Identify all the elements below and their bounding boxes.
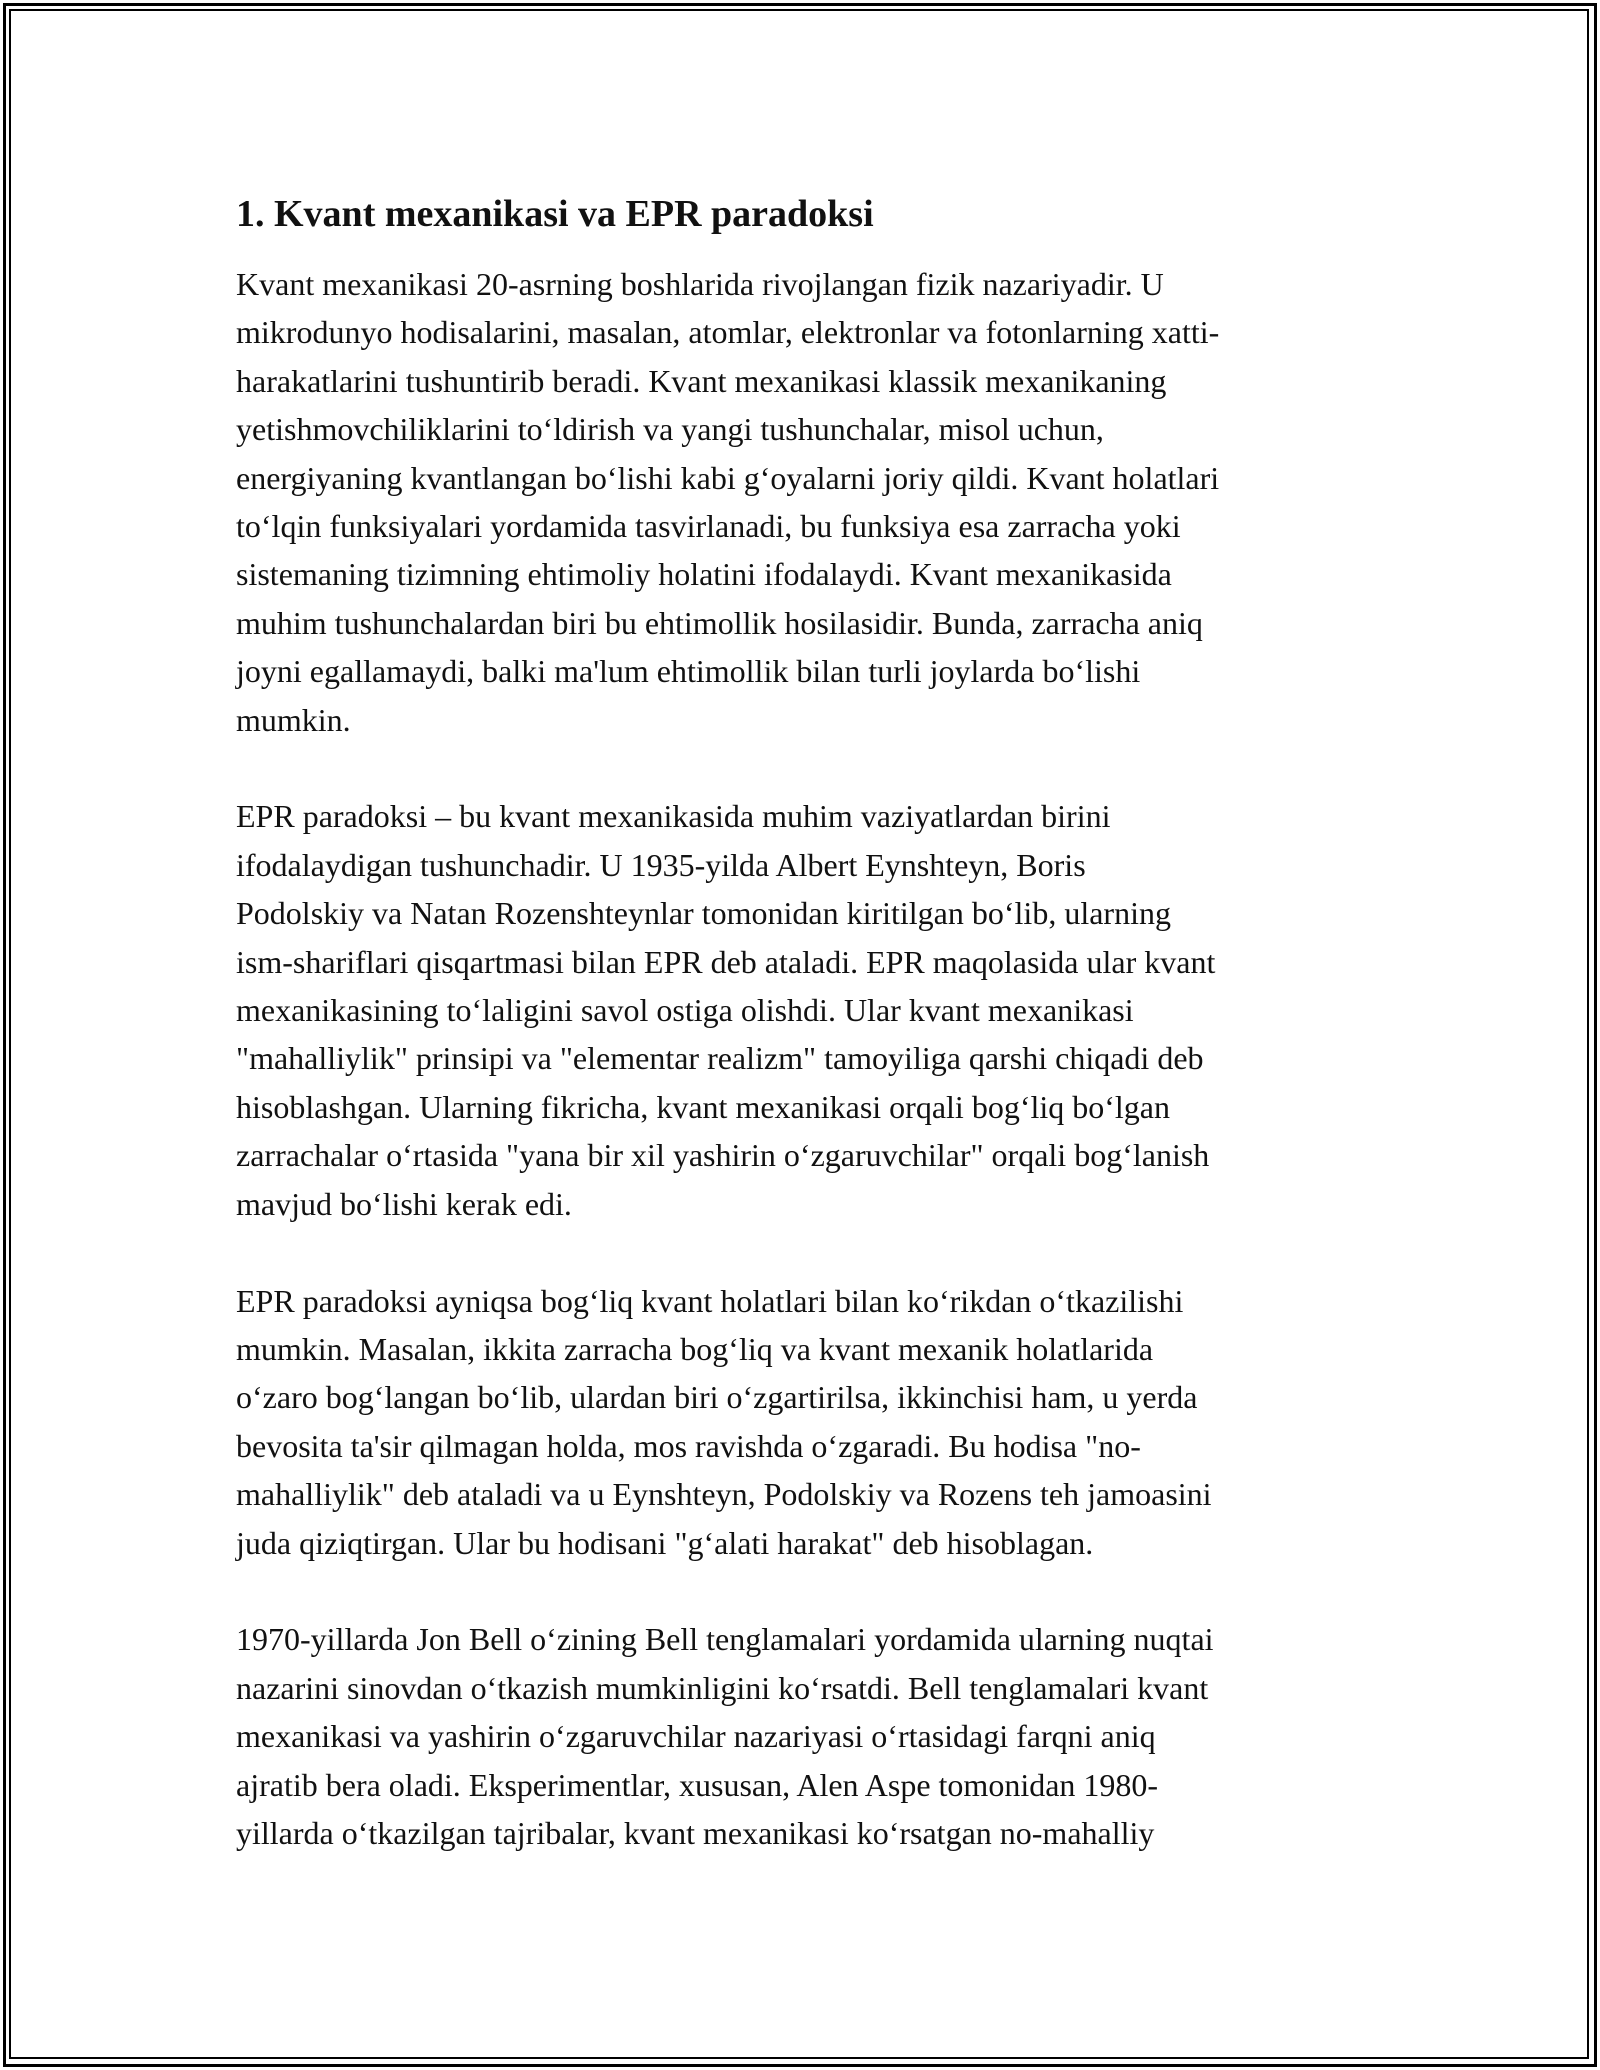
paragraph-entanglement (236, 1277, 1364, 1567)
text-line: yetishmovchiliklarini to‘ldirish va yangi tushunchalar, misol uchun, (236, 411, 1104, 448)
text-line: ism-shariflari qisqartmasi bilan EPR deb ataladi. EPR maqolasida ular kvant (236, 943, 1216, 980)
paragraph-quantum-mechanics (236, 260, 1364, 744)
text-line: 1970-yillarda Jon Bell o‘zining Bell tenglamalari yordamida ularning nuqtai (236, 1621, 1214, 1658)
text-line: EPR paradoksi ayniqsa bog‘liq kvant holatlari bilan ko‘rikdan o‘tkazilishi (236, 1282, 1184, 1319)
text-line: mexanikasi va yashirin o‘zgaruvchilar nazariyasi o‘rtasidagi farqni aniq (236, 1718, 1156, 1755)
text-line: "mahalliylik" prinsipi va "elementar realizm" tamoyiliga qarshi chiqadi deb (236, 1040, 1204, 1077)
paragraph-bell-inequalities (236, 1615, 1364, 1857)
text-line: bevosita ta'sir qilmagan holda, mos ravishda o‘zgaradi. Bu hodisa "no- (236, 1427, 1141, 1464)
text-line: energiyaning kvantlangan bo‘lishi kabi g‘oyalarni joriy qildi. Kvant holatlari (236, 459, 1220, 496)
document-body (236, 186, 1364, 1906)
text-line: juda qiziqtirgan. Ular bu hodisani "g‘alati harakat" deb hisoblagan. (236, 1524, 1094, 1561)
text-line: mumkin. (236, 701, 351, 738)
text-line: mexanikasining to‘laligini savol ostiga olishdi. Ular kvant mexanikasi (236, 992, 1134, 1029)
text-line: Podolskiy va Natan Rozenshteynlar tomonidan kiritilgan bo‘lib, ularning (236, 895, 1171, 932)
text-line: mahalliylik" deb ataladi va u Eynshteyn, Podolskiy va Rozens teh jamoasini (236, 1476, 1212, 1513)
text-line: ajratib bera oladi. Eksperimentlar, xususan, Alen Aspe tomonidan 1980- (236, 1766, 1159, 1803)
text-line: harakatlarini tushuntirib beradi. Kvant mexanikasi klassik mexanikaning (236, 362, 1167, 399)
paragraph-epr-paradox-definition (236, 792, 1364, 1228)
text-line: zarrachalar o‘rtasida "yana bir xil yashirin o‘zgaruvchilar" orqali bog‘lanish (236, 1137, 1210, 1174)
text-line: joyni egallamaydi, balki ma'lum ehtimollik bilan turli joylarda bo‘lishi (236, 653, 1141, 690)
text-line: sistemaning tizimning ehtimoliy holatini ifodalaydi. Kvant mexanikasida (236, 556, 1172, 593)
text-line: yillarda o‘tkazilgan tajribalar, kvant mexanikasi ko‘rsatgan no-mahalliy (236, 1814, 1155, 1851)
text-line: mumkin. Masalan, ikkita zarracha bog‘liq va kvant mexanik holatlarida (236, 1330, 1154, 1367)
text-line: to‘lqin funksiyalari yordamida tasvirlanadi, bu funksiya esa zarracha yoki (236, 508, 1181, 545)
text-line: nazarini sinovdan o‘tkazish mumkinligini ko‘rsatdi. Bell tenglamalari kvant (236, 1669, 1209, 1706)
text-line: muhim tushunchalardan biri bu ehtimollik hosilasidir. Bunda, zarracha aniq (236, 604, 1203, 641)
text-line: hisoblashgan. Ularning fikricha, kvant mexanikasi orqali bog‘liq bo‘lgan (236, 1088, 1170, 1125)
text-line: mikrodunyo hodisalarini, masalan, atomlar, elektronlar va fotonlarning xatti- (236, 314, 1220, 351)
text-line: mavjud bo‘lishi kerak edi. (236, 1185, 572, 1222)
text-line: EPR paradoksi – bu kvant mexanikasida muhim vaziyatlardan birini (236, 798, 1111, 835)
text-line: o‘zaro bog‘langan bo‘lib, ulardan biri o‘zgartirilsa, ikkinchisi ham, u yerda (236, 1379, 1198, 1416)
text-line: Kvant mexanikasi 20-asrning boshlarida rivojlangan fizik nazariyadir. U (236, 266, 1164, 302)
section-title: 1. Kvant mexanikasi va EPR paradoksi (236, 193, 874, 235)
text-line: ifodalaydigan tushunchadir. U 1935-yilda Albert Eynshteyn, Boris (236, 846, 1086, 883)
